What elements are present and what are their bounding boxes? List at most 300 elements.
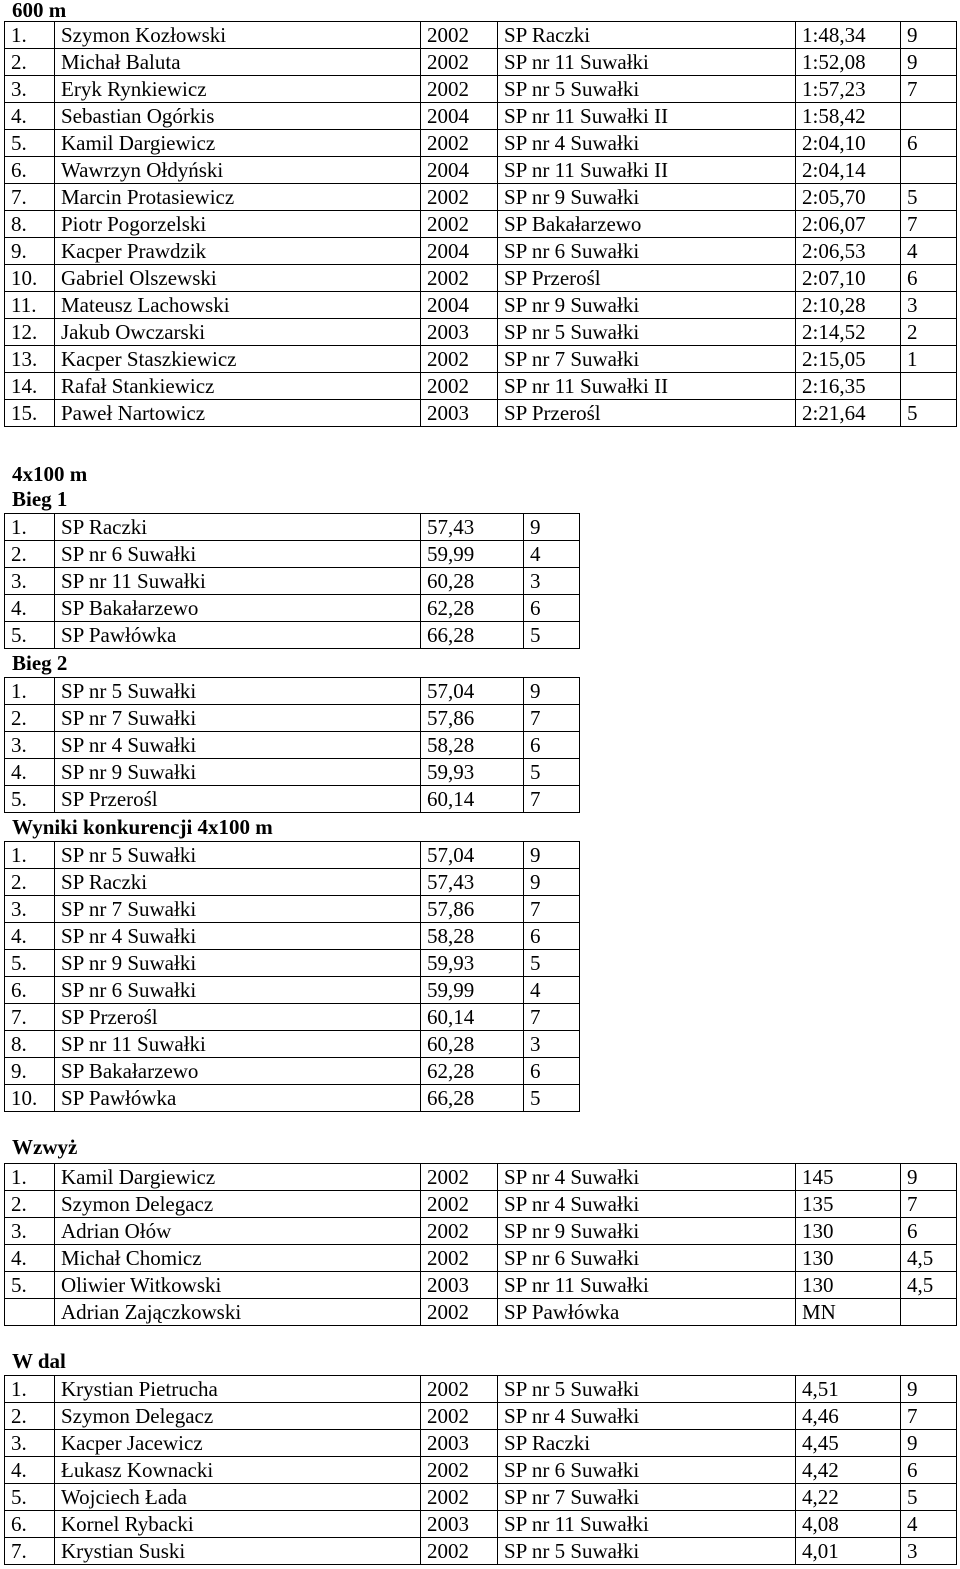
title-4x100m: 4x100 m	[12, 462, 88, 486]
table-cell: 57,86	[421, 896, 524, 923]
table-cell: 2004	[421, 292, 498, 319]
table-cell: 2002	[421, 373, 498, 400]
table-cell: 2.	[5, 541, 55, 568]
table-row	[5, 400, 957, 427]
table-cell: 2004	[421, 103, 498, 130]
table-cell: 130	[796, 1218, 901, 1245]
table-cell: 9	[901, 49, 957, 76]
table-cell: 7	[524, 896, 580, 923]
table-cell: SP Przerośl	[55, 1004, 421, 1031]
table-cell: SP nr 4 Suwałki	[55, 923, 421, 950]
table-cell: 4.	[5, 103, 55, 130]
table-cell: 2002	[421, 1191, 498, 1218]
table-row	[5, 1403, 957, 1430]
table-row	[5, 1457, 957, 1484]
table-cell: 2002	[421, 184, 498, 211]
table-row	[5, 1191, 957, 1218]
table-high-jump	[4, 1163, 957, 1326]
table-cell: Paweł Nartowicz	[55, 400, 421, 427]
table-cell: SP Bakałarzewo	[55, 595, 421, 622]
table-cell: 2:14,52	[796, 319, 901, 346]
table-row	[5, 346, 957, 373]
table-cell: 2.	[5, 1191, 55, 1218]
table-cell: SP Przerośl	[498, 265, 796, 292]
table-row	[5, 1484, 957, 1511]
table-cell: 5.	[5, 950, 55, 977]
table-cell: 9.	[5, 238, 55, 265]
table-cell	[901, 157, 957, 184]
table-cell: 57,86	[421, 705, 524, 732]
table-cell	[901, 1299, 957, 1326]
table-cell: 1:52,08	[796, 49, 901, 76]
table-cell	[901, 103, 957, 130]
table-cell: 60,14	[421, 786, 524, 813]
table-row	[5, 1218, 957, 1245]
table-cell: Kornel Rybacki	[55, 1511, 421, 1538]
table-cell: SP Raczki	[498, 22, 796, 49]
table-cell: 57,04	[421, 678, 524, 705]
table-cell: 9.	[5, 1058, 55, 1085]
table-cell: Adrian Ołów	[55, 1218, 421, 1245]
table-cell: 5	[901, 184, 957, 211]
table-cell: 4,46	[796, 1403, 901, 1430]
table-cell: 4.	[5, 923, 55, 950]
table-cell: 2.	[5, 1403, 55, 1430]
table-cell: SP Bakałarzewo	[498, 211, 796, 238]
table-row	[5, 103, 957, 130]
table-cell: Michał Baluta	[55, 49, 421, 76]
table-cell: 2:06,07	[796, 211, 901, 238]
table-cell: SP nr 4 Suwałki	[498, 1403, 796, 1430]
table-row	[5, 292, 957, 319]
table-cell: SP nr 5 Suwałki	[498, 1538, 796, 1565]
table-cell: 3.	[5, 568, 55, 595]
table-cell: 2.	[5, 869, 55, 896]
table-cell: Marcin Protasiewicz	[55, 184, 421, 211]
table-cell: 9	[524, 842, 580, 869]
table-cell: 9	[524, 869, 580, 896]
table-cell: 4,5	[901, 1245, 957, 1272]
table-row	[5, 1085, 580, 1112]
table-cell: Adrian Zajączkowski	[55, 1299, 421, 1326]
table-long-jump	[4, 1375, 957, 1565]
table-cell: SP Raczki	[498, 1430, 796, 1457]
table-cell: SP nr 11 Suwałki II	[498, 157, 796, 184]
table-cell: 2:16,35	[796, 373, 901, 400]
table-cell: 60,14	[421, 1004, 524, 1031]
table-cell: 7.	[5, 184, 55, 211]
table-relay-results	[4, 841, 580, 1112]
table-cell: 5	[524, 1085, 580, 1112]
table-cell: 4	[524, 541, 580, 568]
table-cell: 5	[901, 400, 957, 427]
table-cell: Wojciech Łada	[55, 1484, 421, 1511]
table-row	[5, 896, 580, 923]
table-row	[5, 1164, 957, 1191]
table-cell: 5.	[5, 1272, 55, 1299]
table-cell: 59,93	[421, 759, 524, 786]
table-cell: 6	[524, 1058, 580, 1085]
table-cell: 2002	[421, 76, 498, 103]
table-cell: SP nr 9 Suwałki	[55, 950, 421, 977]
table-cell: SP nr 9 Suwałki	[55, 759, 421, 786]
table-cell: 2002	[421, 346, 498, 373]
table-cell: SP nr 7 Suwałki	[55, 705, 421, 732]
table-cell: 2002	[421, 1245, 498, 1272]
table-cell: 2002	[421, 1403, 498, 1430]
table-cell: 130	[796, 1272, 901, 1299]
table-row	[5, 130, 957, 157]
table-cell: 4.	[5, 595, 55, 622]
table-row	[5, 759, 580, 786]
table-cell: 3	[524, 1031, 580, 1058]
table-row	[5, 705, 580, 732]
table-row	[5, 1058, 580, 1085]
table-cell: 9	[901, 1164, 957, 1191]
heat-1-title: Bieg 1	[12, 487, 68, 511]
table-cell: 7	[901, 76, 957, 103]
table-cell: 5	[524, 950, 580, 977]
table-cell: 6.	[5, 1511, 55, 1538]
table-cell: 3	[901, 1538, 957, 1565]
table-row	[5, 1245, 957, 1272]
table-cell: SP nr 5 Suwałki	[55, 678, 421, 705]
table-cell: SP Pawłówka	[55, 622, 421, 649]
table-cell: Gabriel Olszewski	[55, 265, 421, 292]
table-cell: 2:06,53	[796, 238, 901, 265]
table-cell: Kacper Prawdzik	[55, 238, 421, 265]
table-cell: 60,28	[421, 1031, 524, 1058]
table-heat-2	[4, 677, 580, 813]
table-cell: 5.	[5, 622, 55, 649]
table-cell: 5	[524, 759, 580, 786]
table-cell: 2:07,10	[796, 265, 901, 292]
table-cell: 2:04,14	[796, 157, 901, 184]
table-cell: 1.	[5, 1164, 55, 1191]
table-cell: 2002	[421, 130, 498, 157]
table-cell: 2004	[421, 238, 498, 265]
table-cell: Kacper Staszkiewicz	[55, 346, 421, 373]
table-cell: 4.	[5, 1245, 55, 1272]
table-cell: 4	[524, 977, 580, 1004]
table-cell: SP nr 6 Suwałki	[55, 977, 421, 1004]
table-row	[5, 1004, 580, 1031]
table-cell: SP nr 11 Suwałki	[498, 49, 796, 76]
table-cell: SP nr 11 Suwałki	[55, 1031, 421, 1058]
table-cell: 2003	[421, 1430, 498, 1457]
table-cell: 7	[901, 1403, 957, 1430]
table-cell: MN	[796, 1299, 901, 1326]
table-cell: 4,08	[796, 1511, 901, 1538]
table-cell: SP Bakałarzewo	[55, 1058, 421, 1085]
table-cell: 2:21,64	[796, 400, 901, 427]
table-cell: 130	[796, 1245, 901, 1272]
table-row	[5, 786, 580, 813]
table-row	[5, 842, 580, 869]
table-cell: 2:04,10	[796, 130, 901, 157]
table-cell: 2.	[5, 705, 55, 732]
table-cell: Rafał Stankiewicz	[55, 373, 421, 400]
table-row	[5, 1511, 957, 1538]
table-cell: 6	[901, 265, 957, 292]
table-row	[5, 1031, 580, 1058]
table-cell: 4,22	[796, 1484, 901, 1511]
table-cell: SP nr 5 Suwałki	[55, 842, 421, 869]
table-row	[5, 76, 957, 103]
table-cell: 1.	[5, 842, 55, 869]
table-cell: SP nr 4 Suwałki	[498, 1164, 796, 1191]
table-cell: Kacper Jacewicz	[55, 1430, 421, 1457]
table-cell: Michał Chomicz	[55, 1245, 421, 1272]
table-cell: 2:10,28	[796, 292, 901, 319]
table-cell: 145	[796, 1164, 901, 1191]
table-row	[5, 950, 580, 977]
table-cell: 5.	[5, 1484, 55, 1511]
table-cell: 2002	[421, 1457, 498, 1484]
table-cell: 2:05,70	[796, 184, 901, 211]
table-cell: 1.	[5, 678, 55, 705]
table-cell: SP nr 5 Suwałki	[498, 76, 796, 103]
table-cell: 1:48,34	[796, 22, 901, 49]
table-row	[5, 568, 580, 595]
table-cell: 7	[524, 705, 580, 732]
table-cell: 2003	[421, 1272, 498, 1299]
table-cell: Szymon Delegacz	[55, 1191, 421, 1218]
table-cell: SP nr 7 Suwałki	[498, 1484, 796, 1511]
table-cell: 3.	[5, 76, 55, 103]
table-cell: 2	[901, 319, 957, 346]
table-cell	[901, 373, 957, 400]
table-heat-1	[4, 513, 580, 649]
table-cell: 7	[901, 211, 957, 238]
table-row	[5, 1430, 957, 1457]
table-cell: 62,28	[421, 1058, 524, 1085]
table-cell: 135	[796, 1191, 901, 1218]
table-row	[5, 869, 580, 896]
table-row	[5, 732, 580, 759]
table-cell: 9	[524, 514, 580, 541]
table-cell: 2002	[421, 1299, 498, 1326]
table-cell: 2002	[421, 1376, 498, 1403]
table-cell: 6	[901, 1457, 957, 1484]
table-cell: Mateusz Lachowski	[55, 292, 421, 319]
table-row	[5, 923, 580, 950]
table-cell: 2.	[5, 49, 55, 76]
table-cell: 6	[524, 595, 580, 622]
table-cell: 6	[901, 130, 957, 157]
table-cell: 4.	[5, 759, 55, 786]
table-cell: Piotr Pogorzelski	[55, 211, 421, 238]
table-cell: SP nr 9 Suwałki	[498, 1218, 796, 1245]
table-cell: 7	[901, 1191, 957, 1218]
table-cell: 1.	[5, 22, 55, 49]
table-cell: SP Pawłówka	[55, 1085, 421, 1112]
table-cell: 2002	[421, 1164, 498, 1191]
table-cell: SP nr 6 Suwałki	[498, 1245, 796, 1272]
table-row	[5, 265, 957, 292]
table-cell: 1	[901, 346, 957, 373]
table-row	[5, 211, 957, 238]
table-row	[5, 514, 580, 541]
table-cell: SP nr 11 Suwałki	[498, 1272, 796, 1299]
table-row	[5, 622, 580, 649]
table-cell: 1.	[5, 1376, 55, 1403]
table-cell: 2:15,05	[796, 346, 901, 373]
table-row	[5, 1376, 957, 1403]
table-row	[5, 238, 957, 265]
table-cell: 8.	[5, 1031, 55, 1058]
table-cell: 6.	[5, 977, 55, 1004]
table-cell: 58,28	[421, 923, 524, 950]
table-cell: 3.	[5, 1218, 55, 1245]
table-cell: 9	[901, 1376, 957, 1403]
table-cell: SP nr 4 Suwałki	[55, 732, 421, 759]
table-cell: Wawrzyn Ołdyński	[55, 157, 421, 184]
table-cell: 9	[901, 1430, 957, 1457]
table-cell: 1:58,42	[796, 103, 901, 130]
table-cell: SP Raczki	[55, 869, 421, 896]
table-cell: 3	[524, 568, 580, 595]
table-cell: SP nr 6 Suwałki	[55, 541, 421, 568]
table-cell: 3.	[5, 896, 55, 923]
table-cell: 3.	[5, 1430, 55, 1457]
table-cell: 4	[901, 1511, 957, 1538]
table-cell: SP Raczki	[55, 514, 421, 541]
table-cell: 7	[524, 1004, 580, 1031]
table-cell: Sebastian Ogórkis	[55, 103, 421, 130]
table-cell: 57,04	[421, 842, 524, 869]
table-cell: 7.	[5, 1538, 55, 1565]
table-cell: 5	[901, 1484, 957, 1511]
table-row	[5, 977, 580, 1004]
table-cell: 4,01	[796, 1538, 901, 1565]
table-cell: 3.	[5, 732, 55, 759]
table-cell: 59,99	[421, 541, 524, 568]
table-cell	[5, 1299, 55, 1326]
table-cell: 7.	[5, 1004, 55, 1031]
table-cell: Oliwier Witkowski	[55, 1272, 421, 1299]
table-cell: 2002	[421, 1484, 498, 1511]
table-cell: 66,28	[421, 1085, 524, 1112]
table-cell: SP nr 11 Suwałki II	[498, 373, 796, 400]
table-row	[5, 319, 957, 346]
table-cell: 10.	[5, 265, 55, 292]
table-cell: SP Przerośl	[498, 400, 796, 427]
table-cell: SP nr 5 Suwałki	[498, 1376, 796, 1403]
table-cell: 59,93	[421, 950, 524, 977]
table-cell: 58,28	[421, 732, 524, 759]
table-cell: 3	[901, 292, 957, 319]
table-cell: 1:57,23	[796, 76, 901, 103]
table-cell: 2003	[421, 319, 498, 346]
table-row	[5, 373, 957, 400]
table-row	[5, 1272, 957, 1299]
table-cell: 59,99	[421, 977, 524, 1004]
table-cell: 13.	[5, 346, 55, 373]
table-cell: Jakub Owczarski	[55, 319, 421, 346]
table-cell: 5	[524, 622, 580, 649]
table-cell: 2002	[421, 1538, 498, 1565]
table-row	[5, 22, 957, 49]
table-cell: 12.	[5, 319, 55, 346]
table-cell: 6	[901, 1218, 957, 1245]
table-cell: Krystian Pietrucha	[55, 1376, 421, 1403]
table-cell: SP nr 9 Suwałki	[498, 184, 796, 211]
table-cell: 2002	[421, 1218, 498, 1245]
table-cell: 9	[901, 22, 957, 49]
table-cell: 4,51	[796, 1376, 901, 1403]
table-row	[5, 184, 957, 211]
table-cell: 5.	[5, 786, 55, 813]
table-cell: 6	[524, 732, 580, 759]
heat-2-title: Bieg 2	[12, 651, 68, 675]
table-cell: Szymon Delegacz	[55, 1403, 421, 1430]
table-cell: 62,28	[421, 595, 524, 622]
table-cell: 1.	[5, 514, 55, 541]
table-row	[5, 1299, 957, 1326]
table-cell: 5.	[5, 130, 55, 157]
table-cell: SP nr 9 Suwałki	[498, 292, 796, 319]
title-high-jump: Wzwyż	[12, 1135, 78, 1159]
table-cell: 60,28	[421, 568, 524, 595]
table-cell: 10.	[5, 1085, 55, 1112]
table-cell: Krystian Suski	[55, 1538, 421, 1565]
table-cell: SP nr 11 Suwałki	[498, 1511, 796, 1538]
table-cell: 2004	[421, 157, 498, 184]
table-cell: SP nr 6 Suwałki	[498, 1457, 796, 1484]
table-cell: 2003	[421, 1511, 498, 1538]
table-cell: 7	[524, 786, 580, 813]
table-cell: 4,45	[796, 1430, 901, 1457]
table-600m	[4, 21, 957, 427]
table-cell: Szymon Kozłowski	[55, 22, 421, 49]
table-cell: SP Przerośl	[55, 786, 421, 813]
table-row	[5, 1538, 957, 1565]
table-cell: 6	[524, 923, 580, 950]
table-cell: Kamil Dargiewicz	[55, 1164, 421, 1191]
table-cell: SP Pawłówka	[498, 1299, 796, 1326]
table-cell: 4.	[5, 1457, 55, 1484]
table-cell: 2003	[421, 400, 498, 427]
table-cell: 4	[901, 238, 957, 265]
table-cell: 2002	[421, 22, 498, 49]
table-cell: SP nr 4 Suwałki	[498, 1191, 796, 1218]
table-cell: 8.	[5, 211, 55, 238]
title-600m: 600 m	[12, 0, 67, 22]
table-cell: 2002	[421, 211, 498, 238]
table-cell: 6.	[5, 157, 55, 184]
table-cell: Łukasz Kownacki	[55, 1457, 421, 1484]
table-cell: SP nr 4 Suwałki	[498, 130, 796, 157]
title-long-jump: W dal	[12, 1349, 66, 1373]
table-cell: 57,43	[421, 869, 524, 896]
table-cell: 4,42	[796, 1457, 901, 1484]
table-cell: 4,5	[901, 1272, 957, 1299]
relay-results-title: Wyniki konkurencji 4x100 m	[12, 815, 273, 839]
table-row	[5, 678, 580, 705]
table-cell: Kamil Dargiewicz	[55, 130, 421, 157]
table-cell: 2002	[421, 265, 498, 292]
table-cell: 9	[524, 678, 580, 705]
table-row	[5, 595, 580, 622]
table-row	[5, 49, 957, 76]
table-cell: 15.	[5, 400, 55, 427]
table-cell: 57,43	[421, 514, 524, 541]
table-cell: SP nr 11 Suwałki II	[498, 103, 796, 130]
table-cell: 11.	[5, 292, 55, 319]
table-cell: SP nr 11 Suwałki	[55, 568, 421, 595]
table-cell: 2002	[421, 49, 498, 76]
